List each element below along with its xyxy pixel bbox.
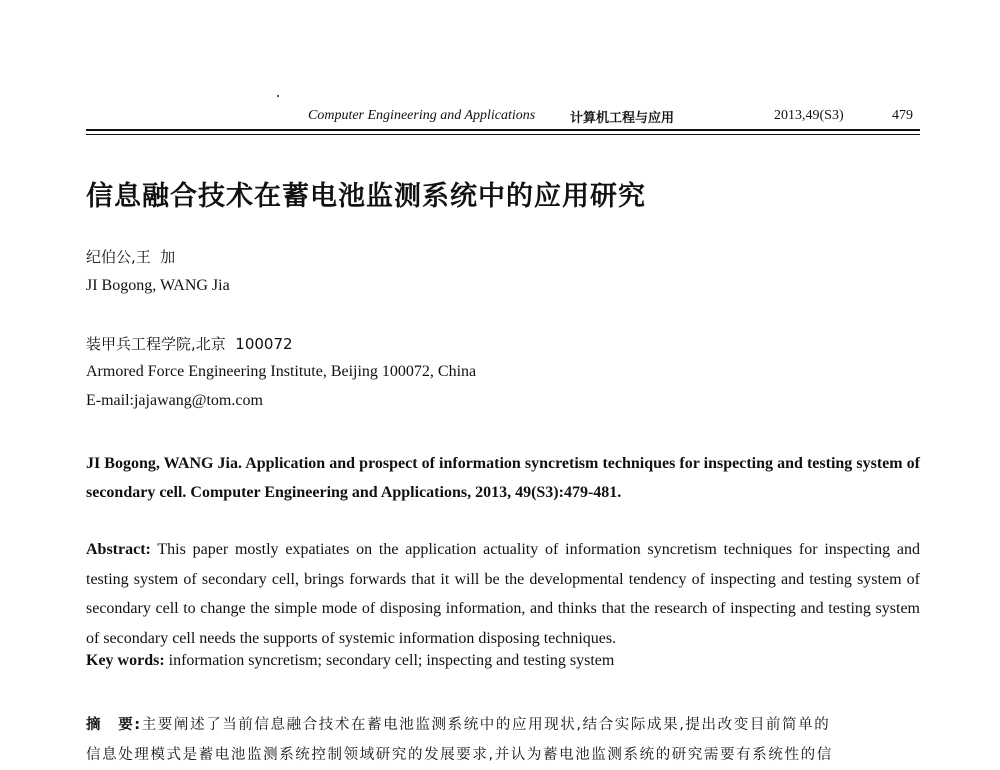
author-email: E-mail:jajawang@tom.com	[86, 392, 263, 409]
affiliation-en: Armored Force Engineering Institute, Beijing 100072, China	[86, 363, 477, 380]
running-head-volume: 2013,49(S3)	[774, 108, 844, 123]
abstract-text: This paper mostly expatiates on the application actuality of information syncretism techniques for inspecting and testing system of secondary cell, brings forwards that it will be the developmental tendency of inspecting and testing system of secondary cell to change the simple mode of disposing information, and thinks that the research of inspecting and testing system of secondary cell needs the supports of systemic information disposing techniques.	[86, 541, 920, 647]
running-head-journal-cn: 计算机工程与应用	[570, 111, 675, 126]
running-head-page-number: 479	[892, 108, 913, 123]
header-rule-thin	[86, 134, 920, 135]
keywords-label: Key words:	[86, 652, 165, 669]
abstract-cn-line-1	[86, 710, 920, 740]
affiliation-cn: 装甲兵工程学院,北京 100072	[86, 335, 293, 353]
authors-cn: 纪伯公,王 加	[86, 248, 176, 266]
scan-dot	[277, 95, 279, 97]
abstract-en	[86, 535, 920, 653]
running-head-journal-en: Computer Engineering and Applications	[308, 108, 536, 123]
abstract-cn	[86, 710, 920, 770]
keywords-text: information syncretism; secondary cell; inspecting and testing system	[164, 652, 615, 669]
abstract-cn-label: 摘 要:	[86, 717, 142, 733]
abstract-label: Abstract:	[86, 541, 151, 558]
keywords-en	[86, 652, 920, 670]
abstract-cn-text-1: 主要阐述了当前信息融合技术在蓄电池监测系统中的应用现状,结合实际成果,提出改变目前简单的	[141, 717, 831, 733]
abstract-cn-line-2: 信息处理模式是蓄电池监测系统控制领域研究的发展要求,并认为蓄电池监测系统的研究需要有系统性的信	[86, 747, 833, 763]
authors-en: JI Bogong, WANG Jia	[86, 277, 230, 294]
header-rule-thick	[86, 129, 920, 131]
paper-title: 信息融合技术在蓄电池监测系统中的应用研究	[86, 181, 646, 212]
citation-block: JI Bogong, WANG Jia. Application and prospect of information syncretism techniques for inspecting and testing system of secondary cell. Computer Engineering and Applications, 2013, 49(S3):479-481.	[86, 455, 920, 501]
running-head	[86, 106, 920, 128]
